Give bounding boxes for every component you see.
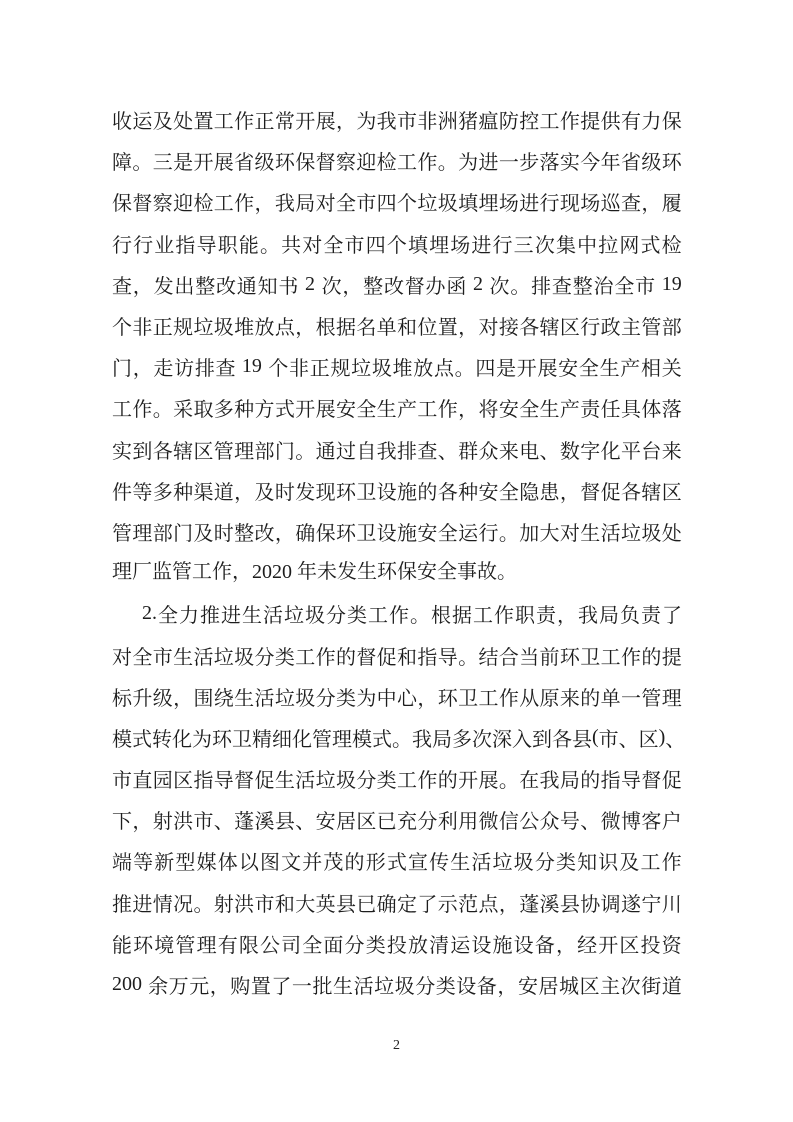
text-line: 能 环 境 管 理 有 限 公 司 全 面 分 类 投 放 清 运 设 施 设 备 ， 经 开 区 投 资: [112, 934, 682, 957]
text-line: 门 ， 走 访 排 查 19 个 非 正 规 垃 圾 堆 放 点 。 四 是 开 展 安 全 生 产 相 关: [112, 355, 682, 381]
text-line: 市 直 园 区 指 导 督 促 生 活 垃 圾 分 类 工 作 的 开 展 。 在 我 局 的 指 导 督 促: [112, 770, 682, 793]
text-line: 障 。 三 是 开 展 省 级 环 保 督 察 迎 检 工 作 。 为 进 一 步 落 实 今 年 省 级 环: [112, 152, 682, 175]
text-line: 标 升 级 ， 围 绕 生 活 垃 圾 分 类 为 中 心 ， 环 卫 工 作 从 原 来 的 单 一 管 理: [112, 687, 682, 710]
text-line: 200 余 万 元 ， 购 置 了 一 批 生 活 垃 圾 分 类 设 备 ， 安 居 城 区 主 次 街 道: [112, 973, 682, 999]
document-body: [112, 99, 686, 1005]
text-line: 收 运 及 处 置 工 作 正 常 开 展 ， 为 我 市 非 洲 猪 瘟 防 控 工 作 提 供 有 力 保: [112, 111, 682, 134]
text-line: 模 式 转 化 为 环 卫 精 细 化 管 理 模 式 。 我 局 多 次 深 入 到 各 县 ( 市 、 区 ) 、: [112, 725, 686, 751]
text-line: 对 全 市 生 活 垃 圾 分 类 工 作 的 督 促 和 指 导 。 结 合 当 前 环 卫 工 作 的 提: [112, 646, 682, 669]
text-line: 保 督 察 迎 检 工 作 ， 我 局 对 全 市 四 个 垃 圾 填 埋 场 进 行 现 场 巡 查 ， 履: [112, 193, 682, 216]
text-line: 行 行 业 指 导 职 能 。 共 对 全 市 四 个 填 埋 场 进 行 三 次 集 中 拉 网 式 检: [112, 234, 682, 257]
text-line: 下 ， 射 洪 市 、 蓬 溪 县 、 安 居 区 已 充 分 利 用 微 信 公 众 号 、 微 博 客 户: [112, 811, 682, 834]
text-line: 管 理 部 门 及 时 整 改 ， 确 保 环 卫 设 施 安 全 运 行 。 加 大 对 生 活 垃 圾 处: [112, 522, 682, 545]
page-number: 2: [393, 1038, 400, 1053]
text-line: 推 进 情 况 。 射 洪 市 和 大 英 县 已 确 定 了 示 范 点 ， 蓬 溪 县 协 调 遂 宁 川: [112, 893, 682, 916]
text-line: 2. 全 力 推 进 生 活 垃 圾 分 类 工 作 。 根 据 工 作 职 责 ， 我 局 负 责 了: [142, 602, 682, 628]
text-line: 实 到 各 辖 区 管 理 部 门 。 通 过 自 我 排 查 、 群 众 来 电 、 数 字 化 平 台 来: [112, 440, 682, 463]
text-line: 理厂监管工作，2020 年未发生环保安全事故。: [112, 561, 517, 584]
text-line: 工 作 。 采 取 多 种 方 式 开 展 安 全 生 产 工 作 ， 将 安 全 生 产 责 任 具 体 落: [112, 399, 682, 422]
text-line: 个 非 正 规 垃 圾 堆 放 点 ， 根 据 名 单 和 位 置 ， 对 接 各 辖 区 行 政 主 管 部: [112, 317, 682, 340]
text-line: 件 等 多 种 渠 道 ， 及 时 发 现 环 卫 设 施 的 各 种 安 全 隐 患 ， 督 促 各 辖 区: [112, 481, 682, 504]
text-line: 端 等 新 型 媒 体 以 图 文 并 茂 的 形 式 宣 传 生 活 垃 圾 分 类 知 识 及 工 作: [112, 852, 682, 875]
text-line: 查 ， 发 出 整 改 通 知 书 2 次 ， 整 改 督 办 函 2 次 。 排 查 整 治 全 市 19: [112, 272, 682, 298]
